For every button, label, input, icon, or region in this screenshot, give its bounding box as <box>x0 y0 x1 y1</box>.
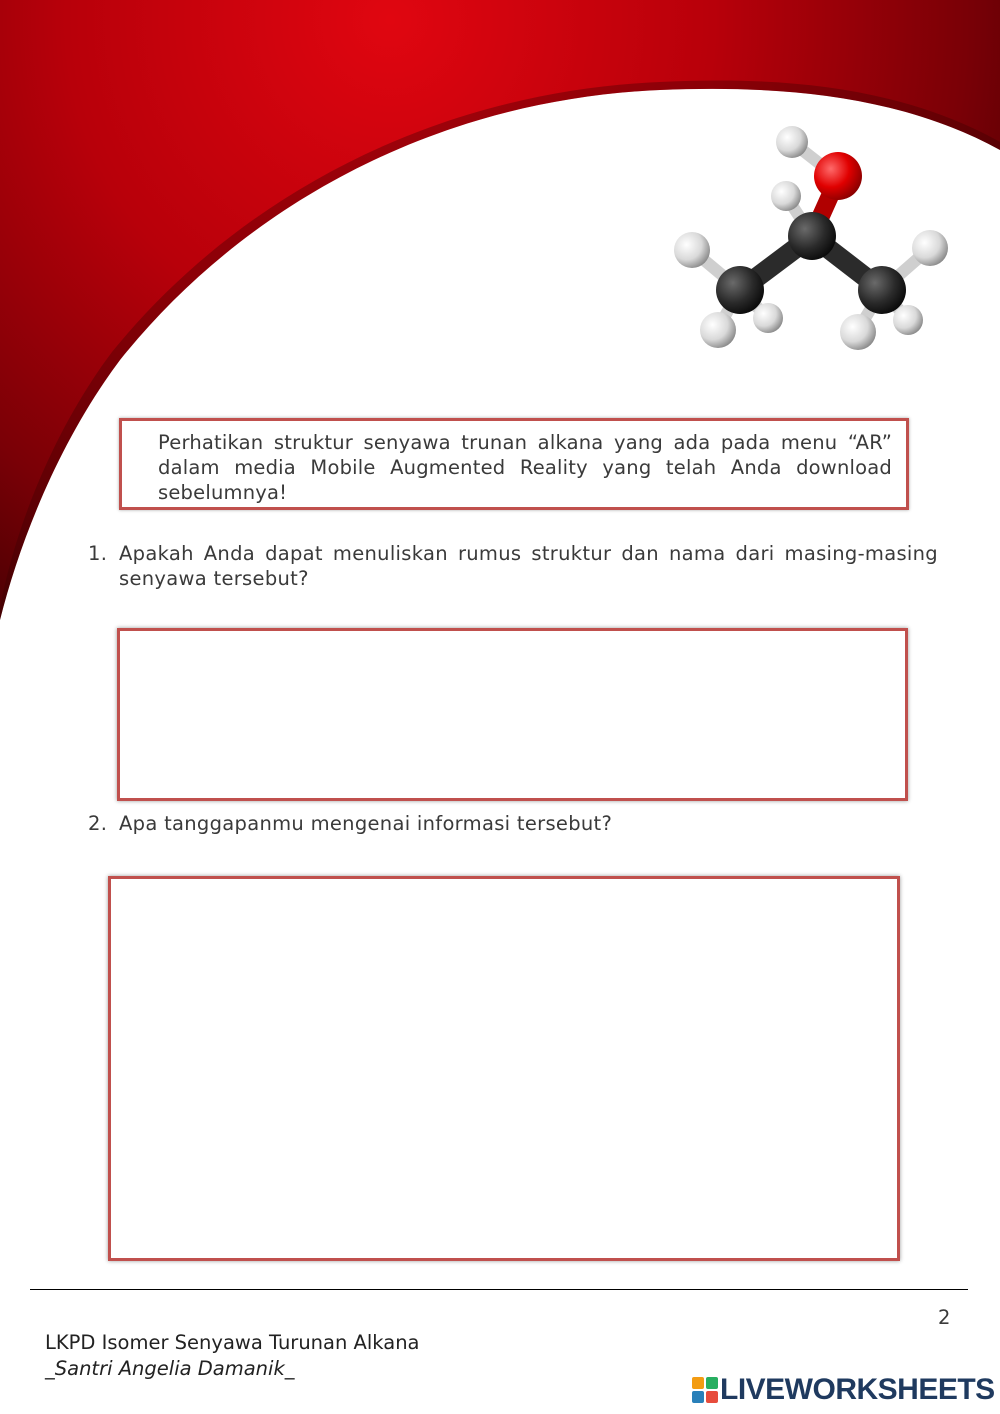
liveworksheets-brand-text: LIVEWORKSHEETS <box>720 1373 995 1406</box>
instruction-box <box>119 418 909 510</box>
answer-box-2[interactable] <box>108 876 900 1261</box>
liveworksheets-logo-icon <box>692 1377 718 1403</box>
answer-box-1[interactable] <box>117 628 908 801</box>
question-2 <box>88 811 938 836</box>
molecule-illustration <box>674 126 948 350</box>
question-2-number: 2. <box>88 812 108 835</box>
question-1-text: Apakah Anda dapat menuliskan rumus struktur dan nama dari masing-masing senyawa tersebut? <box>119 542 938 590</box>
page-number: 2 <box>938 1306 951 1329</box>
question-1 <box>88 541 938 591</box>
liveworksheets-logo[interactable] <box>692 1374 995 1406</box>
question-2-text: Apa tanggapanmu mengenai informasi tersebut? <box>119 812 613 835</box>
footer-title: LKPD Isomer Senyawa Turunan Alkana <box>45 1331 420 1354</box>
footer-divider <box>30 1289 968 1290</box>
footer-author: _Santri Angelia Damanik_ <box>45 1357 295 1380</box>
instruction-text: Perhatikan struktur senyawa trunan alkana yang ada pada menu “AR” dalam media Mobile Augmented Reality yang telah Anda download sebelumnya! <box>158 431 892 504</box>
question-1-number: 1. <box>88 542 108 565</box>
